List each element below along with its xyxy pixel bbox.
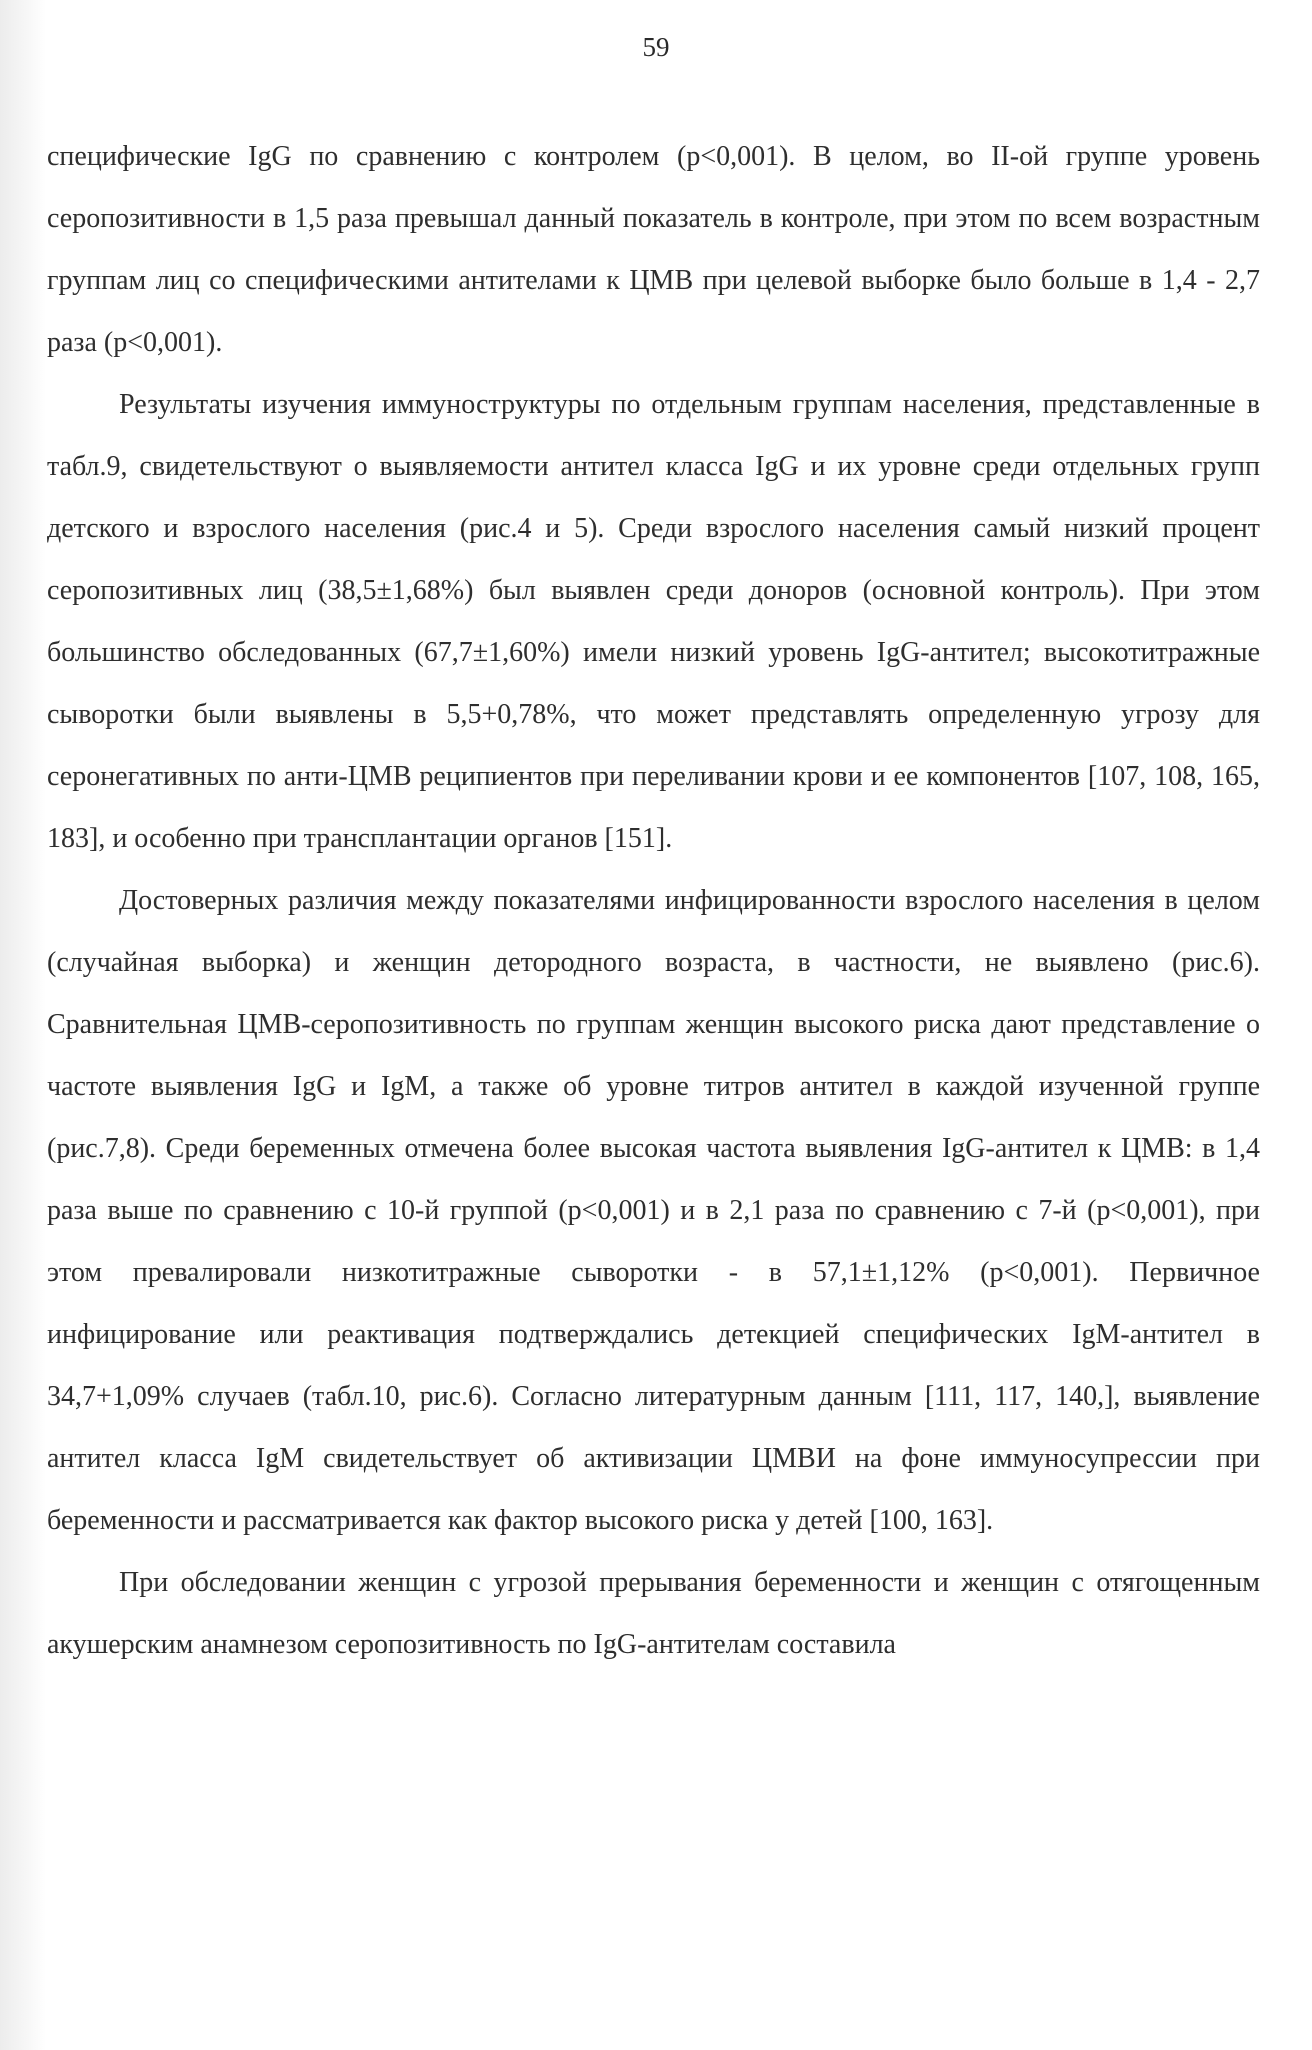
page-number: 59 bbox=[642, 32, 670, 62]
scan-edge-shadow bbox=[0, 0, 46, 2050]
paragraph-3: Достоверных различия между показателями инфицированности взрослого населения в целом (случайная выборка) и женщин детородного возраста, в частности, не выявлено (рис.6). Сравнительная ЦМВ-серопозитивность по группам женщин высокого риска дают представление о частоте выявления IgG и IgM, а также об уровне титров антител в каждой изученной группе (рис.7,8). Среди беременных отмечена более высокая частота выявления IgG-антител к ЦМВ: в 1,4 раза выше по сравнению с 10-й группой (p<0,001) и в 2,1 раза по сравнению с 7-й (p<0,001), при этом превалировали низкотитражные сыворотки - в 57,1±1,12% (p<0,001). Первичное инфицирование или реактивация подтверждались детекцией специфических IgM-антител в 34,7+1,09% случаев (табл.10, рис.6). Согласно литературным данным [111, 117, 140,], выявление антител класса IgM свидетельствует об активизации ЦМВИ на фоне иммуносупрессии при беременности и рассматривается как фактор высокого риска у детей [100, 163]. bbox=[47, 885, 1260, 1536]
paragraph-4: При обследовании женщин с угрозой прерывания беременности и женщин с отягощенным акушерским анамнезом серопозитивность по IgG-антителам составила bbox=[47, 1567, 1260, 1660]
paragraph-1: специфические IgG по сравнению с контролем (p<0,001). В целом, во II-ой группе уровень серопозитивности в 1,5 раза превышал данный показатель в контроле, при этом по всем возрастным группам лиц со специфическими антителами к ЦМВ при целевой выборке было больше в 1,4 - 2,7 раза (p<0,001). bbox=[47, 141, 1260, 358]
body-text bbox=[47, 126, 1260, 1676]
paragraph-2: Результаты изучения иммуноструктуры по отдельным группам населения, представленные в табл.9, свидетельствуют о выявляемости антител класса IgG и их уровне среди отдельных групп детского и взрослого населения (рис.4 и 5). Среди взрослого населения самый низкий процент серопозитивных лиц (38,5±1,68%) был выявлен среди доноров (основной контроль). При этом большинство обследованных (67,7±1,60%) имели низкий уровень IgG-антител; высокотитражные сыворотки были выявлены в 5,5+0,78%, что может представлять определенную угрозу для серонегативных по анти-ЦМВ реципиентов при переливании крови и ее компонентов [107, 108, 165, 183], и особенно при трансплантации органов [151]. bbox=[47, 389, 1260, 854]
